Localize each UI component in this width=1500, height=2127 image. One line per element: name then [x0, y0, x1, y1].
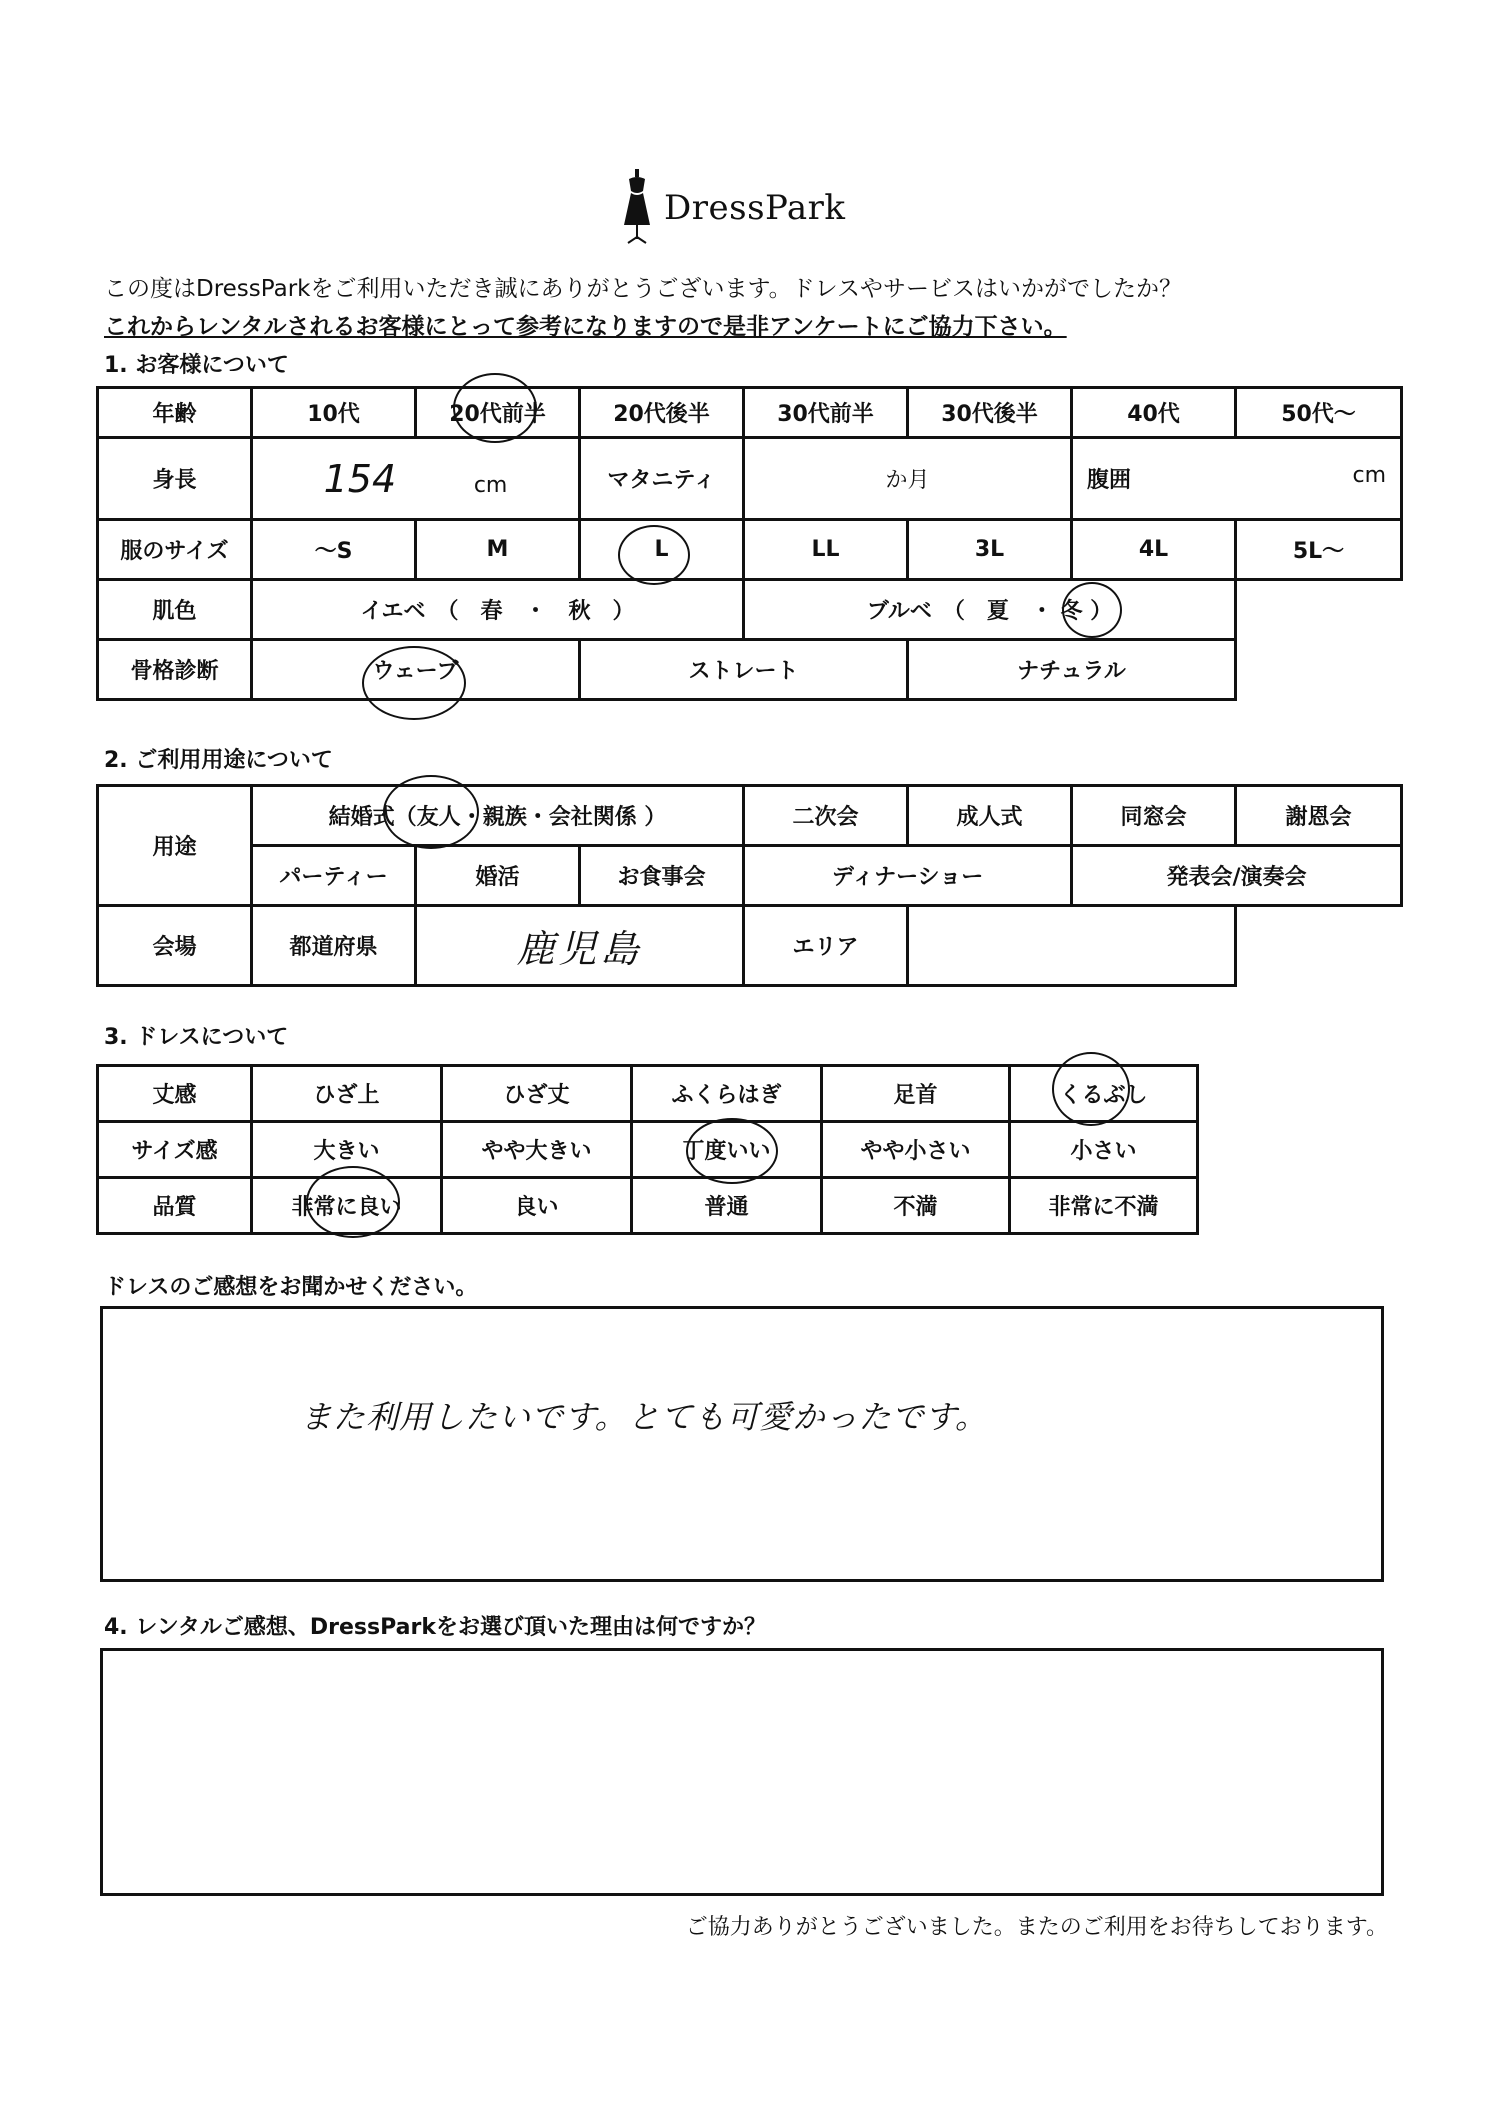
age-row — [98, 388, 1402, 438]
empty-cell — [1236, 640, 1402, 700]
skin-option-blue[interactable] — [744, 580, 1236, 640]
length-option[interactable]: ひざ丈 — [442, 1066, 632, 1122]
age-option[interactable]: 30代後半 — [908, 388, 1072, 438]
quality-option[interactable]: 不満 — [822, 1178, 1010, 1234]
fit-option[interactable]: 小さい — [1010, 1122, 1198, 1178]
skin-blue-suffix: ） — [1090, 599, 1113, 624]
intro-line-2: これからレンタルされるお客様にとって参考になりますので是非アンケートにご協力下さい。 — [104, 314, 1067, 340]
wedding-suffix: ・親族・会社関係 ） — [460, 805, 667, 830]
empty-cell — [1236, 580, 1402, 640]
size-option-selected[interactable]: L — [580, 520, 744, 580]
frame-row — [98, 640, 1402, 700]
quality-option[interactable]: 非常に不満 — [1010, 1178, 1198, 1234]
height-field[interactable] — [252, 438, 580, 520]
waist-field[interactable] — [1072, 438, 1402, 520]
skin-option-yellow[interactable]: イエベ （ 春 ・ 秋 ） — [252, 580, 744, 640]
purpose-option[interactable]: 二次会 — [744, 786, 908, 846]
wedding-friend-option[interactable]: 友人 — [416, 805, 461, 830]
frame-option[interactable]: ストレート — [580, 640, 908, 700]
age-option[interactable]: 40代 — [1072, 388, 1236, 438]
quality-row — [98, 1178, 1198, 1234]
maternity-unit: か月 — [885, 468, 930, 493]
intro-line-1: この度はDressParkをご利用いただき誠にありがとうございます。ドレスやサービスはいかがでしたか？ — [104, 276, 1182, 302]
size-label: 服のサイズ — [98, 520, 252, 580]
frame-label: 骨格診断 — [98, 640, 252, 700]
purpose-option[interactable]: 成人式 — [908, 786, 1072, 846]
wedding-prefix: 結婚式（ — [328, 805, 417, 830]
purpose-wedding[interactable] — [252, 786, 744, 846]
thank-you-footer: ご協力ありがとうございました。またのご利用をお待ちしております。 — [685, 1915, 1388, 1940]
waist-unit: cm — [1352, 463, 1386, 488]
dress-table — [96, 1064, 1199, 1235]
quality-label: 品質 — [98, 1178, 252, 1234]
customer-table — [96, 386, 1403, 701]
quality-option-selected[interactable]: 非常に良い — [252, 1178, 442, 1234]
purpose-option[interactable]: 発表会/演奏会 — [1072, 846, 1402, 906]
purpose-option[interactable]: お食事会 — [580, 846, 744, 906]
age-option[interactable]: 10代 — [252, 388, 416, 438]
venue-label: 会場 — [98, 906, 252, 986]
size-option[interactable]: 4L — [1072, 520, 1236, 580]
skin-label: 肌色 — [98, 580, 252, 640]
skin-blue-prefix: ブルベ （ 夏 ・ — [866, 599, 1053, 624]
fit-option[interactable]: やや小さい — [822, 1122, 1010, 1178]
purpose-option[interactable]: ディナーショー — [744, 846, 1072, 906]
fit-row — [98, 1122, 1198, 1178]
age-option[interactable]: 30代前半 — [744, 388, 908, 438]
fit-option[interactable]: 大きい — [252, 1122, 442, 1178]
height-value: 154 — [323, 456, 397, 501]
rental-reason-box[interactable] — [100, 1648, 1384, 1896]
fit-label: サイズ感 — [98, 1122, 252, 1178]
age-option-selected[interactable]: 20代前半 — [416, 388, 580, 438]
size-option[interactable]: 3L — [908, 520, 1072, 580]
size-option[interactable]: LL — [744, 520, 908, 580]
age-option[interactable]: 50代～ — [1236, 388, 1402, 438]
purpose-option[interactable]: 同窓会 — [1072, 786, 1236, 846]
age-option[interactable]: 20代後半 — [580, 388, 744, 438]
maternity-field[interactable] — [744, 438, 1072, 520]
purpose-option[interactable]: 婚活 — [416, 846, 580, 906]
length-row — [98, 1066, 1198, 1122]
prefecture-value: 鹿児島 — [516, 927, 643, 971]
prefecture-label: 都道府県 — [252, 906, 416, 986]
area-field[interactable] — [908, 906, 1236, 986]
dress-form-icon — [620, 169, 654, 247]
brand-logo — [620, 168, 846, 248]
dress-comment-text: また利用したいです。とても可愛かったです。 — [300, 1398, 988, 1436]
length-option[interactable]: ひざ上 — [252, 1066, 442, 1122]
size-row — [98, 520, 1402, 580]
purpose-option[interactable]: 謝恩会 — [1236, 786, 1402, 846]
height-unit: cm — [473, 472, 508, 498]
fit-option-selected[interactable]: 丁度いい — [632, 1122, 822, 1178]
skin-row — [98, 580, 1402, 640]
purpose-row-1 — [98, 786, 1402, 846]
dress-comment-box[interactable] — [100, 1306, 1384, 1582]
waist-label: 腹囲 — [1087, 468, 1132, 493]
skin-blue-winter: 冬 — [1060, 599, 1083, 624]
section-4-title: 4. レンタルご感想、DressParkをお選び頂いた理由は何ですか？ — [104, 1615, 766, 1640]
quality-option[interactable]: 普通 — [632, 1178, 822, 1234]
prefecture-field[interactable] — [416, 906, 744, 986]
size-option[interactable]: 5L～ — [1236, 520, 1402, 580]
fit-option[interactable]: やや大きい — [442, 1122, 632, 1178]
section-3-title: 3. ドレスについて — [104, 1025, 289, 1050]
size-option[interactable]: ～S — [252, 520, 416, 580]
venue-row — [98, 906, 1402, 986]
purpose-label: 用途 — [98, 786, 252, 906]
length-option[interactable]: 足首 — [822, 1066, 1010, 1122]
quality-option[interactable]: 良い — [442, 1178, 632, 1234]
purpose-row-2 — [98, 846, 1402, 906]
length-label: 丈感 — [98, 1066, 252, 1122]
area-label: エリア — [744, 906, 908, 986]
height-label: 身長 — [98, 438, 252, 520]
section-1-title: 1. お客様について — [104, 353, 289, 378]
brand-name: DressPark — [664, 188, 846, 228]
size-option[interactable]: M — [416, 520, 580, 580]
length-option[interactable]: ふくらはぎ — [632, 1066, 822, 1122]
empty-cell — [1236, 906, 1402, 986]
purpose-table — [96, 784, 1403, 987]
frame-option[interactable]: ナチュラル — [908, 640, 1236, 700]
length-option-selected[interactable]: くるぶし — [1010, 1066, 1198, 1122]
height-row — [98, 438, 1402, 520]
section-2-title: 2. ご利用用途について — [104, 748, 333, 773]
purpose-option[interactable]: パーティー — [252, 846, 416, 906]
maternity-label: マタニティ — [580, 438, 744, 520]
dress-comment-label: ドレスのご感想をお聞かせください。 — [104, 1275, 478, 1300]
age-label: 年齢 — [98, 388, 252, 438]
frame-option-selected[interactable]: ウェーブ — [252, 640, 580, 700]
